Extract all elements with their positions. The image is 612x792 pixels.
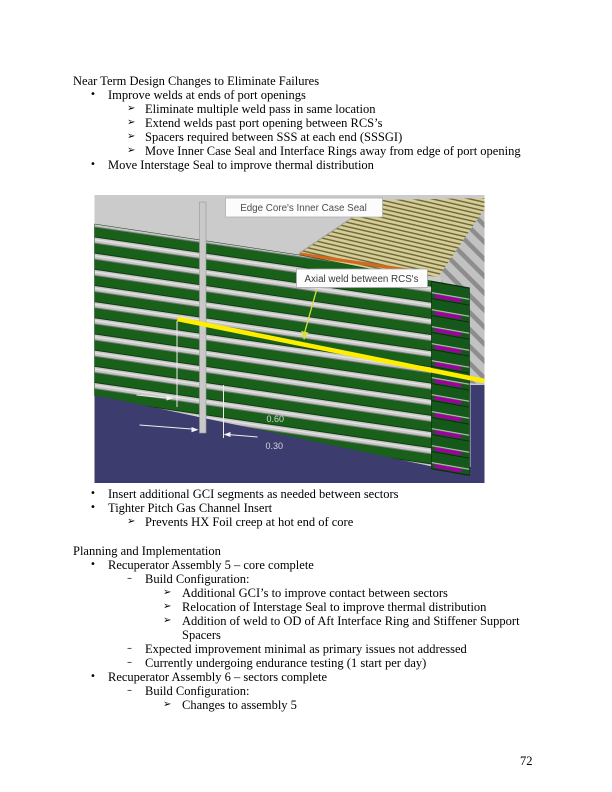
bullet-text: Tighter Pitch Gas Channel Insert [108,501,273,515]
bullet-line [90,487,552,501]
bullet-line [163,586,552,600]
bullet-line [90,88,552,102]
section-planning [0,544,552,712]
bullet-line [127,642,552,656]
bullet-text: Relocation of Interstage Seal to improve thermal distribution [182,600,487,614]
bullet-text: Additional GCI’s to improve contact between sectors [182,586,448,600]
arrow-bullet-marker: ➢ [127,131,136,142]
dash-bullet-marker: – [127,573,132,584]
dash-bullet-marker: – [127,657,132,668]
arrow-bullet-marker: ➢ [163,699,172,710]
bullet-text: Build Configuration: [145,684,250,698]
section-gci-notes [0,487,552,529]
bullet-line [163,614,552,642]
inner-case-seal-label: Edge Core's Inner Case Seal [240,203,367,214]
bullet-line [127,656,552,670]
bullet-line [90,158,552,172]
arrow-bullet-marker: ➢ [163,601,172,612]
bullet-line [127,144,552,158]
bullet-line [127,102,552,116]
bullet-marker: • [90,488,96,499]
bullet-marker: • [90,159,96,170]
page-number: 72 [520,754,533,768]
bullet-marker: • [90,502,96,513]
bullet-text: Spacers required between SSS at each end (SSSGI) [145,130,403,144]
bullet-text: Eliminate multiple weld pass in same location [145,102,376,116]
section-title: Planning and Implementation [73,544,221,558]
bullet-text: Expected improvement minimal as primary issues not addressed [145,642,467,656]
bullet-text: Recuperator Assembly 6 – sectors complete [108,670,328,684]
dimension-value-030: 0.30 [265,441,284,451]
bullet-text: Move Interstage Seal to improve thermal distribution [108,158,374,172]
arrow-bullet-marker: ➢ [127,103,136,114]
bullet-line [127,515,552,529]
bullet-text: Recuperator Assembly 5 – core complete [108,558,314,572]
bullet-text: Extend welds past port opening between RCS’s [145,116,383,130]
dash-bullet-marker: – [127,643,132,654]
spacer-column [200,202,207,433]
axial-weld-label: Axial weld between RCS's [304,274,419,285]
section-title: Near Term Design Changes to Eliminate Failures [73,74,320,88]
bullet-text: Build Configuration: [145,572,250,586]
arrow-bullet-marker: ➢ [163,587,172,598]
section-design-changes [0,74,552,172]
bullet-line [163,698,552,712]
bullet-text: Move Inner Case Seal and Interface Rings away from edge of port opening [145,144,521,158]
bullet-text: Changes to assembly 5 [182,698,297,712]
bullet-marker: • [90,89,96,100]
bullet-text: Insert additional GCI segments as needed between sectors [108,487,399,501]
bullet-marker: • [90,671,96,682]
core-cad-rendering [94,195,485,483]
arrow-bullet-marker: ➢ [163,615,172,626]
bullet-text: Improve welds at ends of port openings [108,88,306,102]
bullet-text: Currently undergoing endurance testing (1 start per day) [145,656,427,670]
bullet-line [127,116,552,130]
arrow-bullet-marker: ➢ [127,145,136,156]
bullet-line [127,572,552,586]
bullet-line [90,558,552,572]
bullet-line [90,670,552,684]
recuperator-core-figure [94,195,485,483]
bullet-line [127,130,552,144]
bullet-line [127,684,552,698]
arrow-bullet-marker: ➢ [127,516,136,527]
bullet-line [90,501,552,515]
dimension-value-060: 0.60 [266,414,285,424]
bullet-line [163,600,552,614]
dash-bullet-marker: – [127,685,132,696]
bullet-marker: • [90,559,96,570]
bullet-text: Prevents HX Foil creep at hot end of core [145,515,354,529]
arrow-bullet-marker: ➢ [127,117,136,128]
bullet-text: Addition of weld to OD of Aft Interface Ring and Stiffener Support Spacers [182,614,520,642]
